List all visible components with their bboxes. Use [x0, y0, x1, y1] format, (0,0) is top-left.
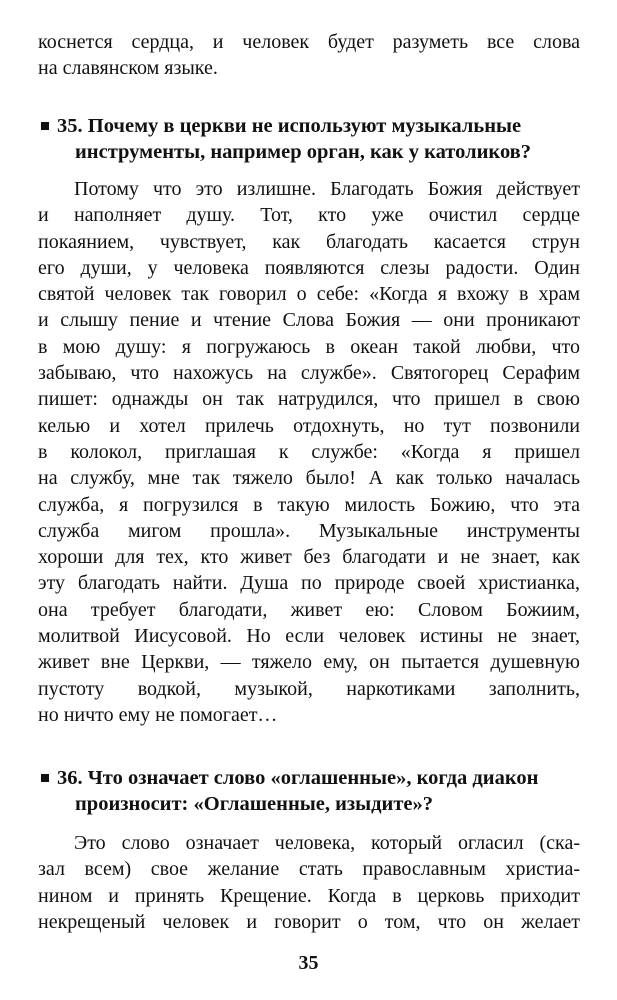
text-line: его души, у человека появляются слезы радости. Один: [38, 256, 580, 279]
text-line: на службу, мне так тяжело было! А как только началась: [38, 467, 580, 490]
question-36-answer: [38, 830, 580, 935]
heading-text: 36. Что означает слово «оглашенные», когда диакон: [57, 767, 539, 789]
text-line: служба мигом прошла». Музыкальные инструменты: [38, 519, 580, 542]
text-line: и наполняет душу. Тот, кто уже очистил сердце: [38, 204, 580, 227]
text-line: в колокол, приглашая к службе: «Когда я пришел: [38, 440, 580, 463]
heading-line: произносит: «Оглашенные, изыдите»?: [75, 793, 434, 815]
text-line: пишет: однажды он так натрудился, что пришел в свою: [38, 388, 580, 411]
text-line: на славянском языке.: [38, 57, 218, 80]
bullet-icon: [41, 774, 49, 782]
text-line: покаянием, чувствует, как благодать касается струн: [38, 230, 580, 253]
intro-paragraph: [38, 29, 580, 82]
question-36-heading: [38, 765, 580, 817]
text-line: святой человек так говорил о себе: «Когда я вхожу в храм: [38, 283, 580, 306]
text-line: коснется сердца, и человек будет разуметь все слова: [38, 31, 580, 53]
text-line: служба, я погрузился в такую милость Божию, что эта: [38, 493, 580, 516]
text-line: живет вне Церкви, — тяжело ему, он пытается душевную: [38, 651, 580, 674]
text-line: она требует благодати, живет ею: Словом Божиим,: [38, 598, 580, 621]
text-line: хороши для тех, кто живет без благодати и не знает, как: [38, 546, 580, 569]
heading-line: [38, 765, 580, 791]
heading-line: [38, 113, 580, 139]
text-line: Это слово означает человека, который огласил (ска-: [74, 832, 580, 854]
heading-text: 35. Почему в церкви не используют музыкальные: [57, 115, 522, 137]
text-line: эту благодать найти. Душа по природе своей христианка,: [38, 572, 580, 595]
text-line: некрещеный человек и говорит о том, что он желает: [38, 910, 580, 933]
text-line: но ничто ему не помогает…: [38, 703, 278, 726]
text-line: молитвой Иисусовой. Но если человек истины не знает,: [38, 625, 580, 648]
page-number: 35: [298, 952, 319, 974]
text-line: в мою душу: я погружаюсь в океан такой любви, что: [38, 335, 580, 358]
text-line: пустоту водкой, музыкой, наркотиками заполнить,: [38, 677, 580, 700]
text-line: Потому что это излишне. Благодать Божия действует: [74, 178, 580, 200]
text-line: нином и принять Крещение. Когда в церковь приходит: [38, 884, 580, 907]
bullet-icon: [41, 122, 49, 130]
question-35-answer: [38, 176, 580, 728]
text-line: и слышу пение и чтение Слова Божия — они проникают: [38, 309, 580, 332]
text-line: забываю, что нахожусь на службе». Святогорец Серафим: [38, 362, 580, 385]
heading-line: инструменты, например орган, как у католиков?: [75, 141, 532, 163]
text-line: келью и хотел прилечь отдохнуть, но тут позвонили: [38, 414, 580, 437]
question-35-heading: [38, 113, 580, 165]
text-line: зал всем) свое желание стать православным христиа-: [38, 858, 580, 881]
